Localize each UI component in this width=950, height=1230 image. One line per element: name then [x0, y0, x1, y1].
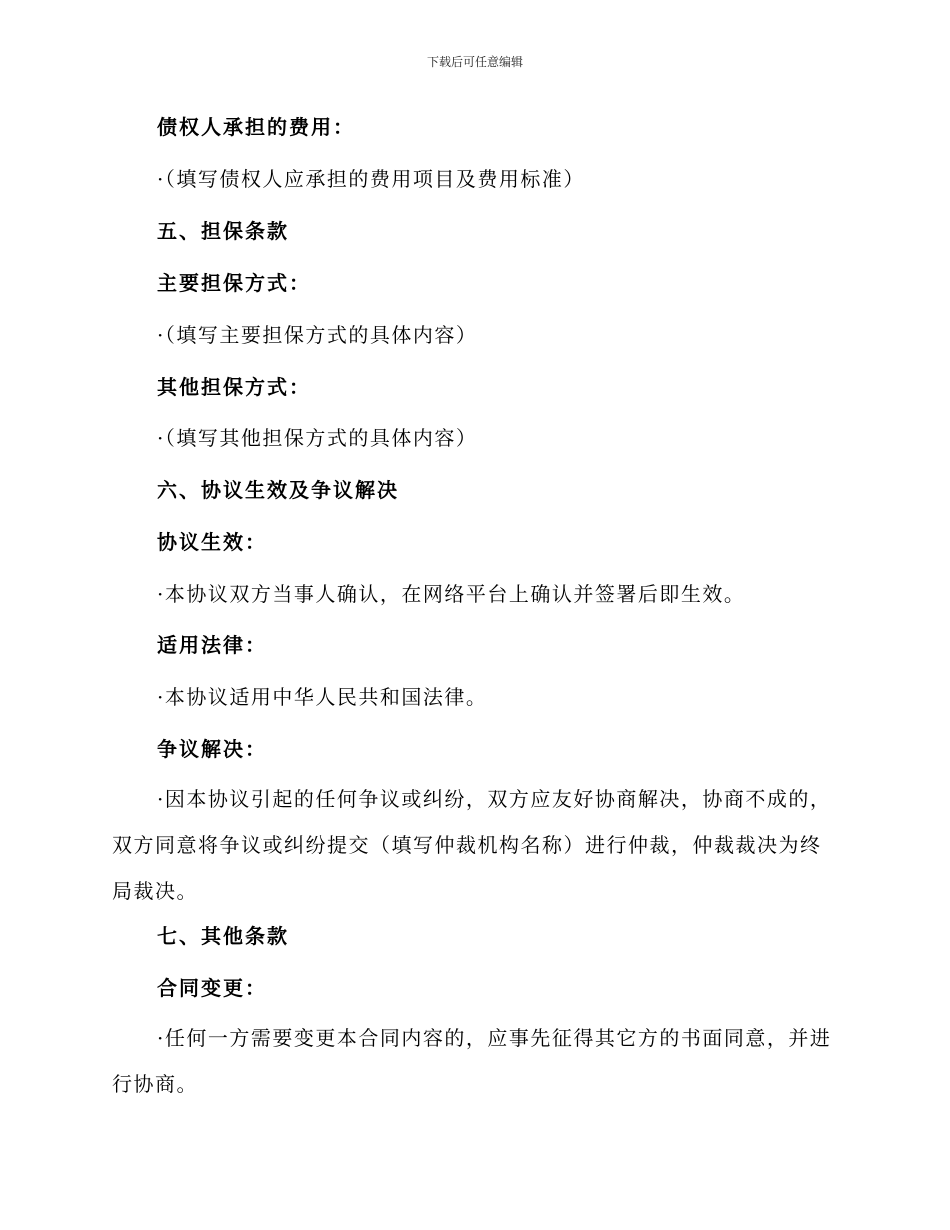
- paragraph-contract-change: ·任何一方需要变更本合同内容的，应事先征得其它方的书面同意，并进行协商。: [112, 1026, 832, 1096]
- heading-section-7: 七、其他条款: [157, 924, 289, 948]
- heading-dispute: 争议解决：: [157, 737, 267, 761]
- body-effectiveness: ·本协议双方当事人确认，在网络平台上确认并签署后即生效。: [157, 582, 746, 606]
- header-note: 下载后可任意编辑: [426, 55, 523, 69]
- heading-creditor-fees: 债权人承担的费用：: [157, 115, 355, 139]
- heading-section-5: 五、担保条款: [157, 219, 289, 243]
- heading-governing-law: 适用法律：: [157, 633, 267, 657]
- heading-other-guarantee: 其他担保方式：: [157, 375, 311, 399]
- heading-effectiveness: 协议生效：: [157, 530, 267, 554]
- body-creditor-fees: ·（填写债权人应承担的费用项目及费用标准）: [157, 167, 585, 191]
- body-other-guarantee: ·（填写其他担保方式的具体内容）: [157, 426, 478, 450]
- body-main-guarantee: ·（填写主要担保方式的具体内容）: [157, 323, 478, 347]
- heading-contract-change: 合同变更：: [157, 976, 267, 1000]
- paragraph-dispute: ·因本协议引起的任何争议或纠纷，双方应友好协商解决，协商不成的，双方同意将争议或纠纷提交（填写仲裁机构名称）进行仲裁，仲裁裁决为终局裁决。: [112, 787, 832, 903]
- body-governing-law: ·本协议适用中华人民共和国法律。: [157, 685, 488, 709]
- heading-section-6: 六、协议生效及争议解决: [157, 478, 399, 502]
- heading-main-guarantee: 主要担保方式：: [157, 271, 311, 295]
